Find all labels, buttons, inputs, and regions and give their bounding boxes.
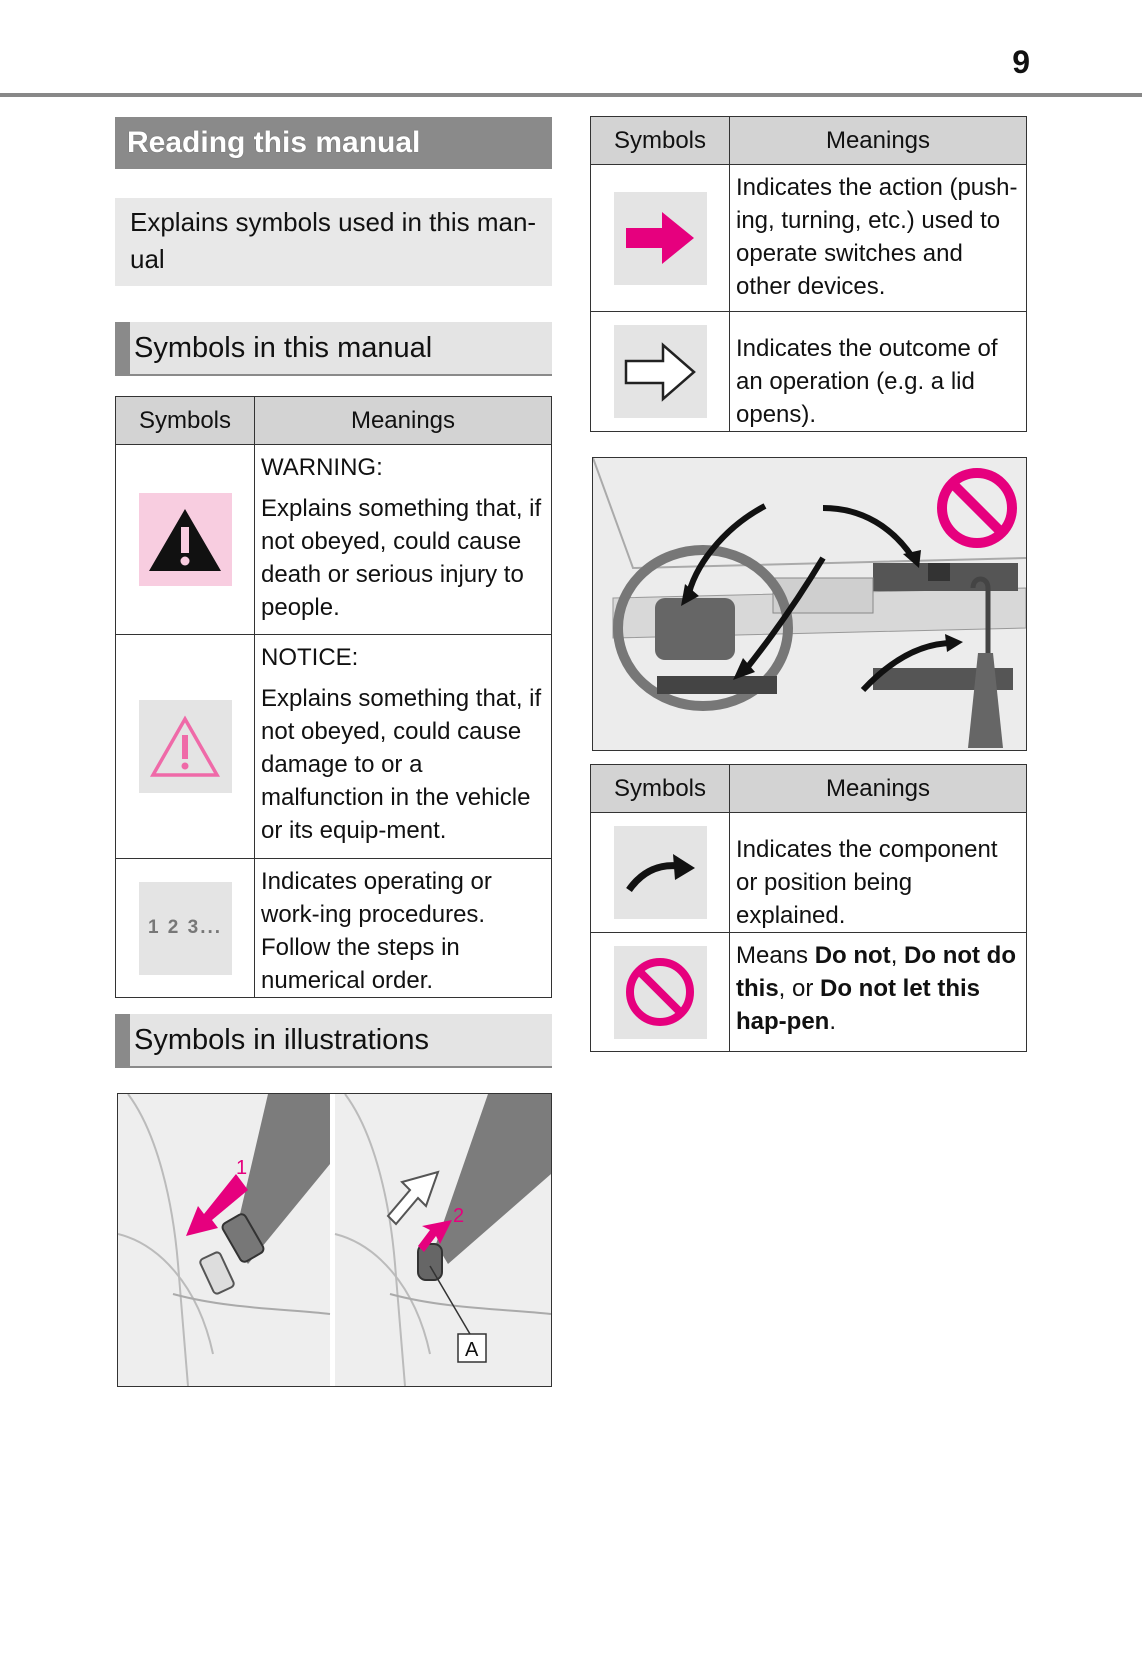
table-header-row: [591, 765, 1027, 813]
table-header-row: [591, 117, 1027, 165]
subheading-text: Explains symbols used in this man-ual: [130, 207, 537, 274]
steps-123-icon: 1 2 3...: [139, 882, 232, 975]
section-heading-illustrations: Symbols in illustrations: [115, 1014, 552, 1068]
warning-text: Explains something that, if not obeyed, could cause death or serious injury to people.: [261, 495, 542, 621]
col-meanings: Meanings: [730, 117, 1027, 165]
section-heading-manual: Symbols in this manual: [115, 322, 552, 376]
dashboard-illustration: [592, 457, 1027, 751]
col-meanings: Meanings: [255, 397, 552, 445]
action-symbols-table: [590, 116, 1027, 432]
steps-text: Indicates operating or work-ing procedures. Follow the steps in numerical order.: [261, 868, 492, 994]
page-number: 9: [1012, 44, 1030, 80]
step-2-label: 2: [453, 1205, 465, 1227]
seatbelt-illustration: [117, 1093, 552, 1387]
solid-pink-arrow-icon: [614, 192, 707, 285]
col-symbols: Symbols: [591, 117, 730, 165]
illustration-symbols-table: [590, 764, 1027, 1052]
warning-title: WARNING:: [261, 454, 383, 481]
page-title: Reading this manual: [115, 117, 552, 169]
table-row: [591, 813, 1027, 933]
outline-arrow-icon: [614, 325, 707, 418]
table-row: [591, 933, 1027, 1052]
table-row: [116, 635, 552, 859]
table-row: [116, 445, 552, 635]
table-row: [116, 859, 552, 998]
prohibition-text: Means Do not, Do not do this, or Do not let this hap-pen.: [730, 933, 1027, 1052]
col-meanings: Meanings: [730, 765, 1027, 813]
callout-a-label: A: [465, 1339, 479, 1361]
table-header-row: [116, 397, 552, 445]
action-arrow-text: Indicates the action (push-ing, turning, etc.) used to operate switches and other devices.: [736, 174, 1018, 300]
col-symbols: Symbols: [116, 397, 255, 445]
symbols-manual-table: [115, 396, 552, 998]
notice-text: Explains something that, if not obeyed, could cause damage to or a malfunction in the vehicle or its equip-ment.: [261, 685, 542, 844]
curved-black-arrow-icon: [614, 826, 707, 919]
outcome-arrow-text: Indicates the outcome of an operation (e.g. a lid opens).: [736, 335, 998, 428]
step-1-label: 1: [236, 1157, 248, 1179]
col-symbols: Symbols: [591, 765, 730, 813]
warning-triangle-icon: [139, 493, 232, 586]
component-arrow-text: Indicates the component or position being explained.: [736, 836, 998, 929]
prohibition-icon: [614, 946, 707, 1039]
table-row: [591, 165, 1027, 312]
notice-title: NOTICE:: [261, 644, 359, 671]
table-row: [591, 312, 1027, 432]
notice-triangle-icon: [139, 700, 232, 793]
header-rule: [0, 93, 1142, 97]
subheading: [115, 198, 552, 286]
